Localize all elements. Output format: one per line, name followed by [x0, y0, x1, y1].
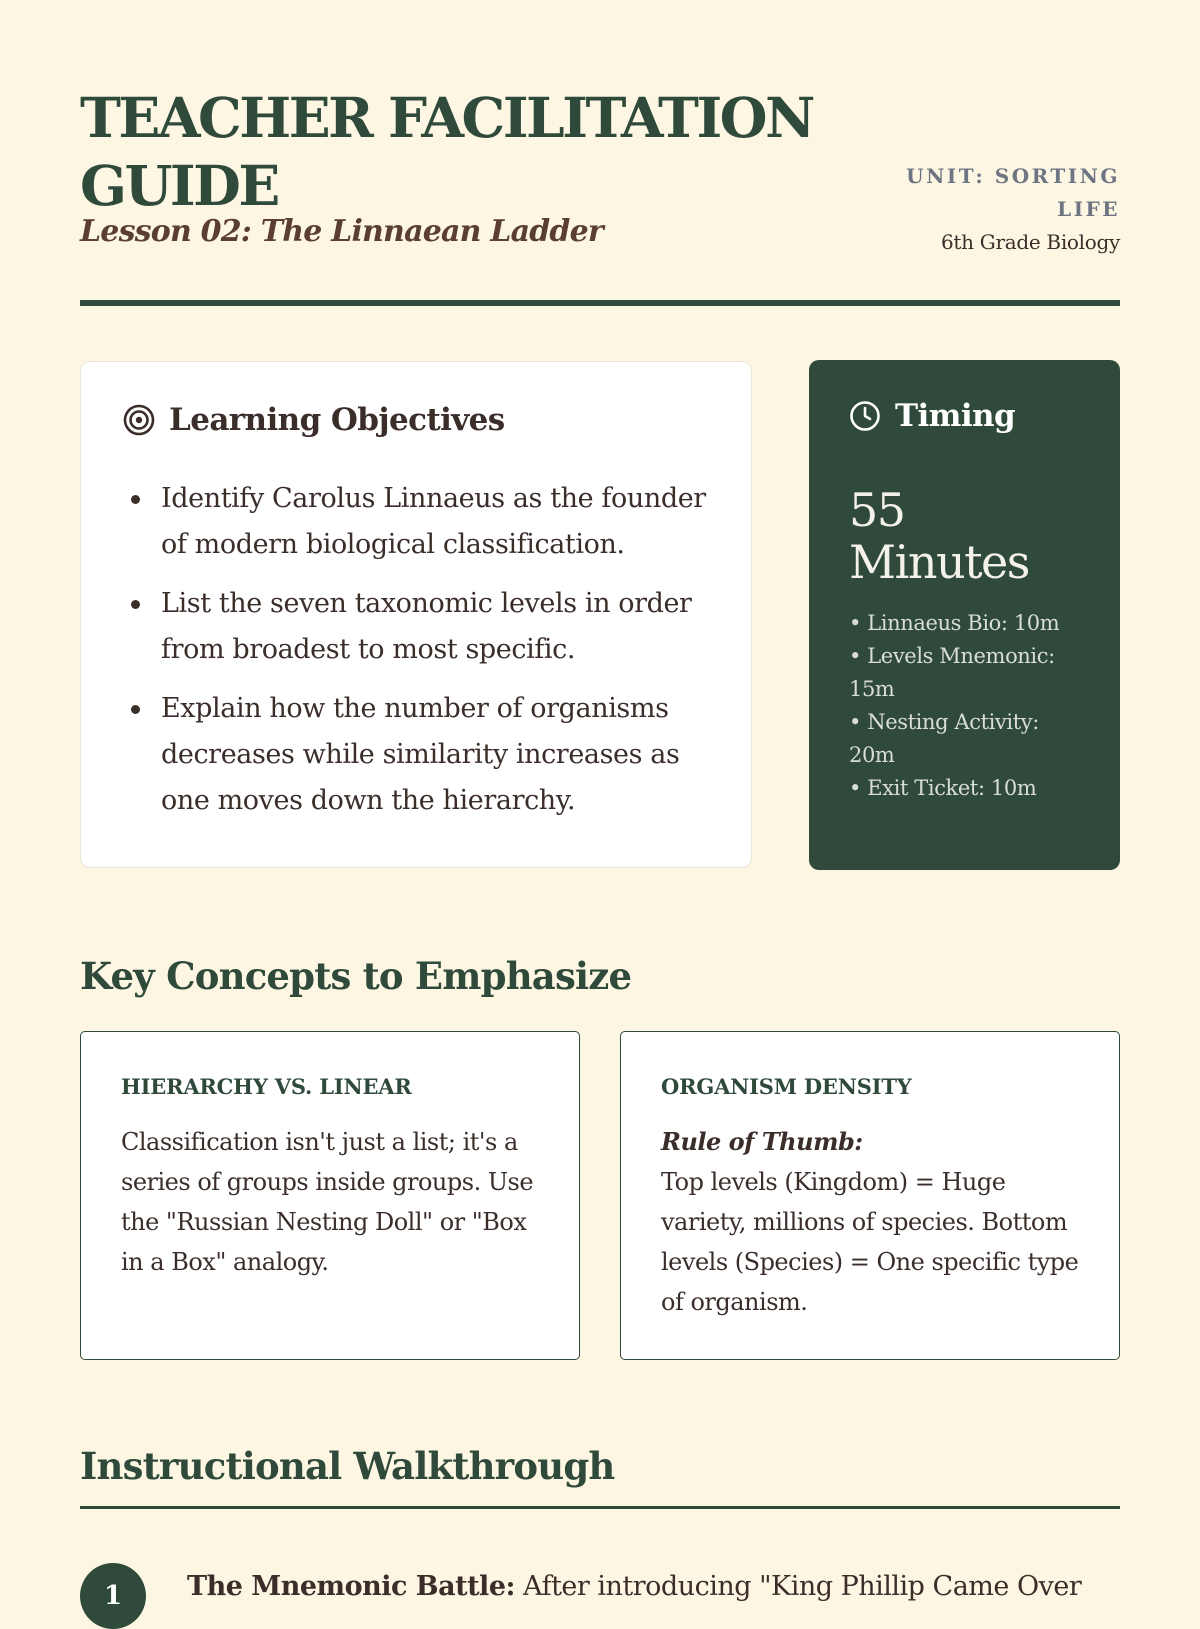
step-lead: The Mnemonic Battle: [187, 1571, 515, 1602]
guide-page [80, 0, 1120, 1611]
header-divider [80, 300, 1120, 306]
concept-card-hierarchy [80, 1031, 580, 1360]
unit-meta [860, 160, 1120, 258]
walkthrough-title: Instructional Walkthrough [80, 1444, 615, 1488]
timing-breakdown [849, 607, 1089, 805]
step-number-badge: 1 [80, 1563, 146, 1629]
objectives-header [123, 402, 505, 438]
objective-item: Identify Carolus Linnaeus as the founder of modern biological classification. [161, 476, 721, 568]
objectives-list [161, 476, 721, 837]
timing-item: • Nesting Activity: 20m [849, 710, 1039, 767]
walkthrough-divider [80, 1506, 1120, 1509]
objectives-title: Learning Objectives [169, 402, 505, 438]
unit-label: UNIT: SORTING LIFE [906, 164, 1120, 221]
concept-body [121, 1122, 551, 1282]
step-body: After introducing "King Phillip Came Over [514, 1571, 1082, 1602]
timing-title: Timing [895, 398, 1016, 434]
concept-emphasis: Rule of Thumb: [661, 1127, 863, 1156]
objective-item: List the seven taxonomic levels in order from broadest to most specific. [161, 581, 721, 673]
target-icon [123, 404, 155, 436]
lesson-subtitle: Lesson 02: The Linnaean Ladder [80, 214, 603, 249]
concept-label: HIERARCHY VS. LINEAR [121, 1074, 412, 1099]
concept-body [661, 1122, 1091, 1322]
concept-label: ORGANISM DENSITY [661, 1074, 912, 1099]
timing-item: • Levels Mnemonic: 15m [849, 644, 1055, 701]
timing-header [849, 398, 1015, 434]
timing-item: • Linnaeus Bio: 10m [849, 611, 1060, 635]
step-text [187, 1567, 1120, 1607]
learning-objectives-card [80, 361, 752, 868]
page-header [80, 0, 1120, 310]
page-title: TEACHER FACILITATION GUIDE [80, 85, 813, 218]
grade-label: 6th Grade Biology [940, 230, 1120, 254]
timing-card [809, 360, 1120, 870]
concept-card-density [620, 1031, 1120, 1360]
concept-text: Top levels (Kingdom) = Huge variety, millions of species. Bottom levels (Species) = One specific type of organism. [661, 1168, 1079, 1316]
key-concepts-title: Key Concepts to Emphasize [80, 954, 632, 998]
clock-icon [849, 400, 881, 432]
timing-total: 55 Minutes [849, 483, 1029, 589]
concept-text: Classification isn't just a list; it's a series of groups inside groups. Use the "Russian Nesting Doll" or "Box in a Box" analogy. [121, 1128, 534, 1276]
objective-item: Explain how the number of organisms decreases while similarity increases as one moves down the hierarchy. [161, 686, 721, 824]
timing-item: • Exit Ticket: 10m [849, 776, 1037, 800]
